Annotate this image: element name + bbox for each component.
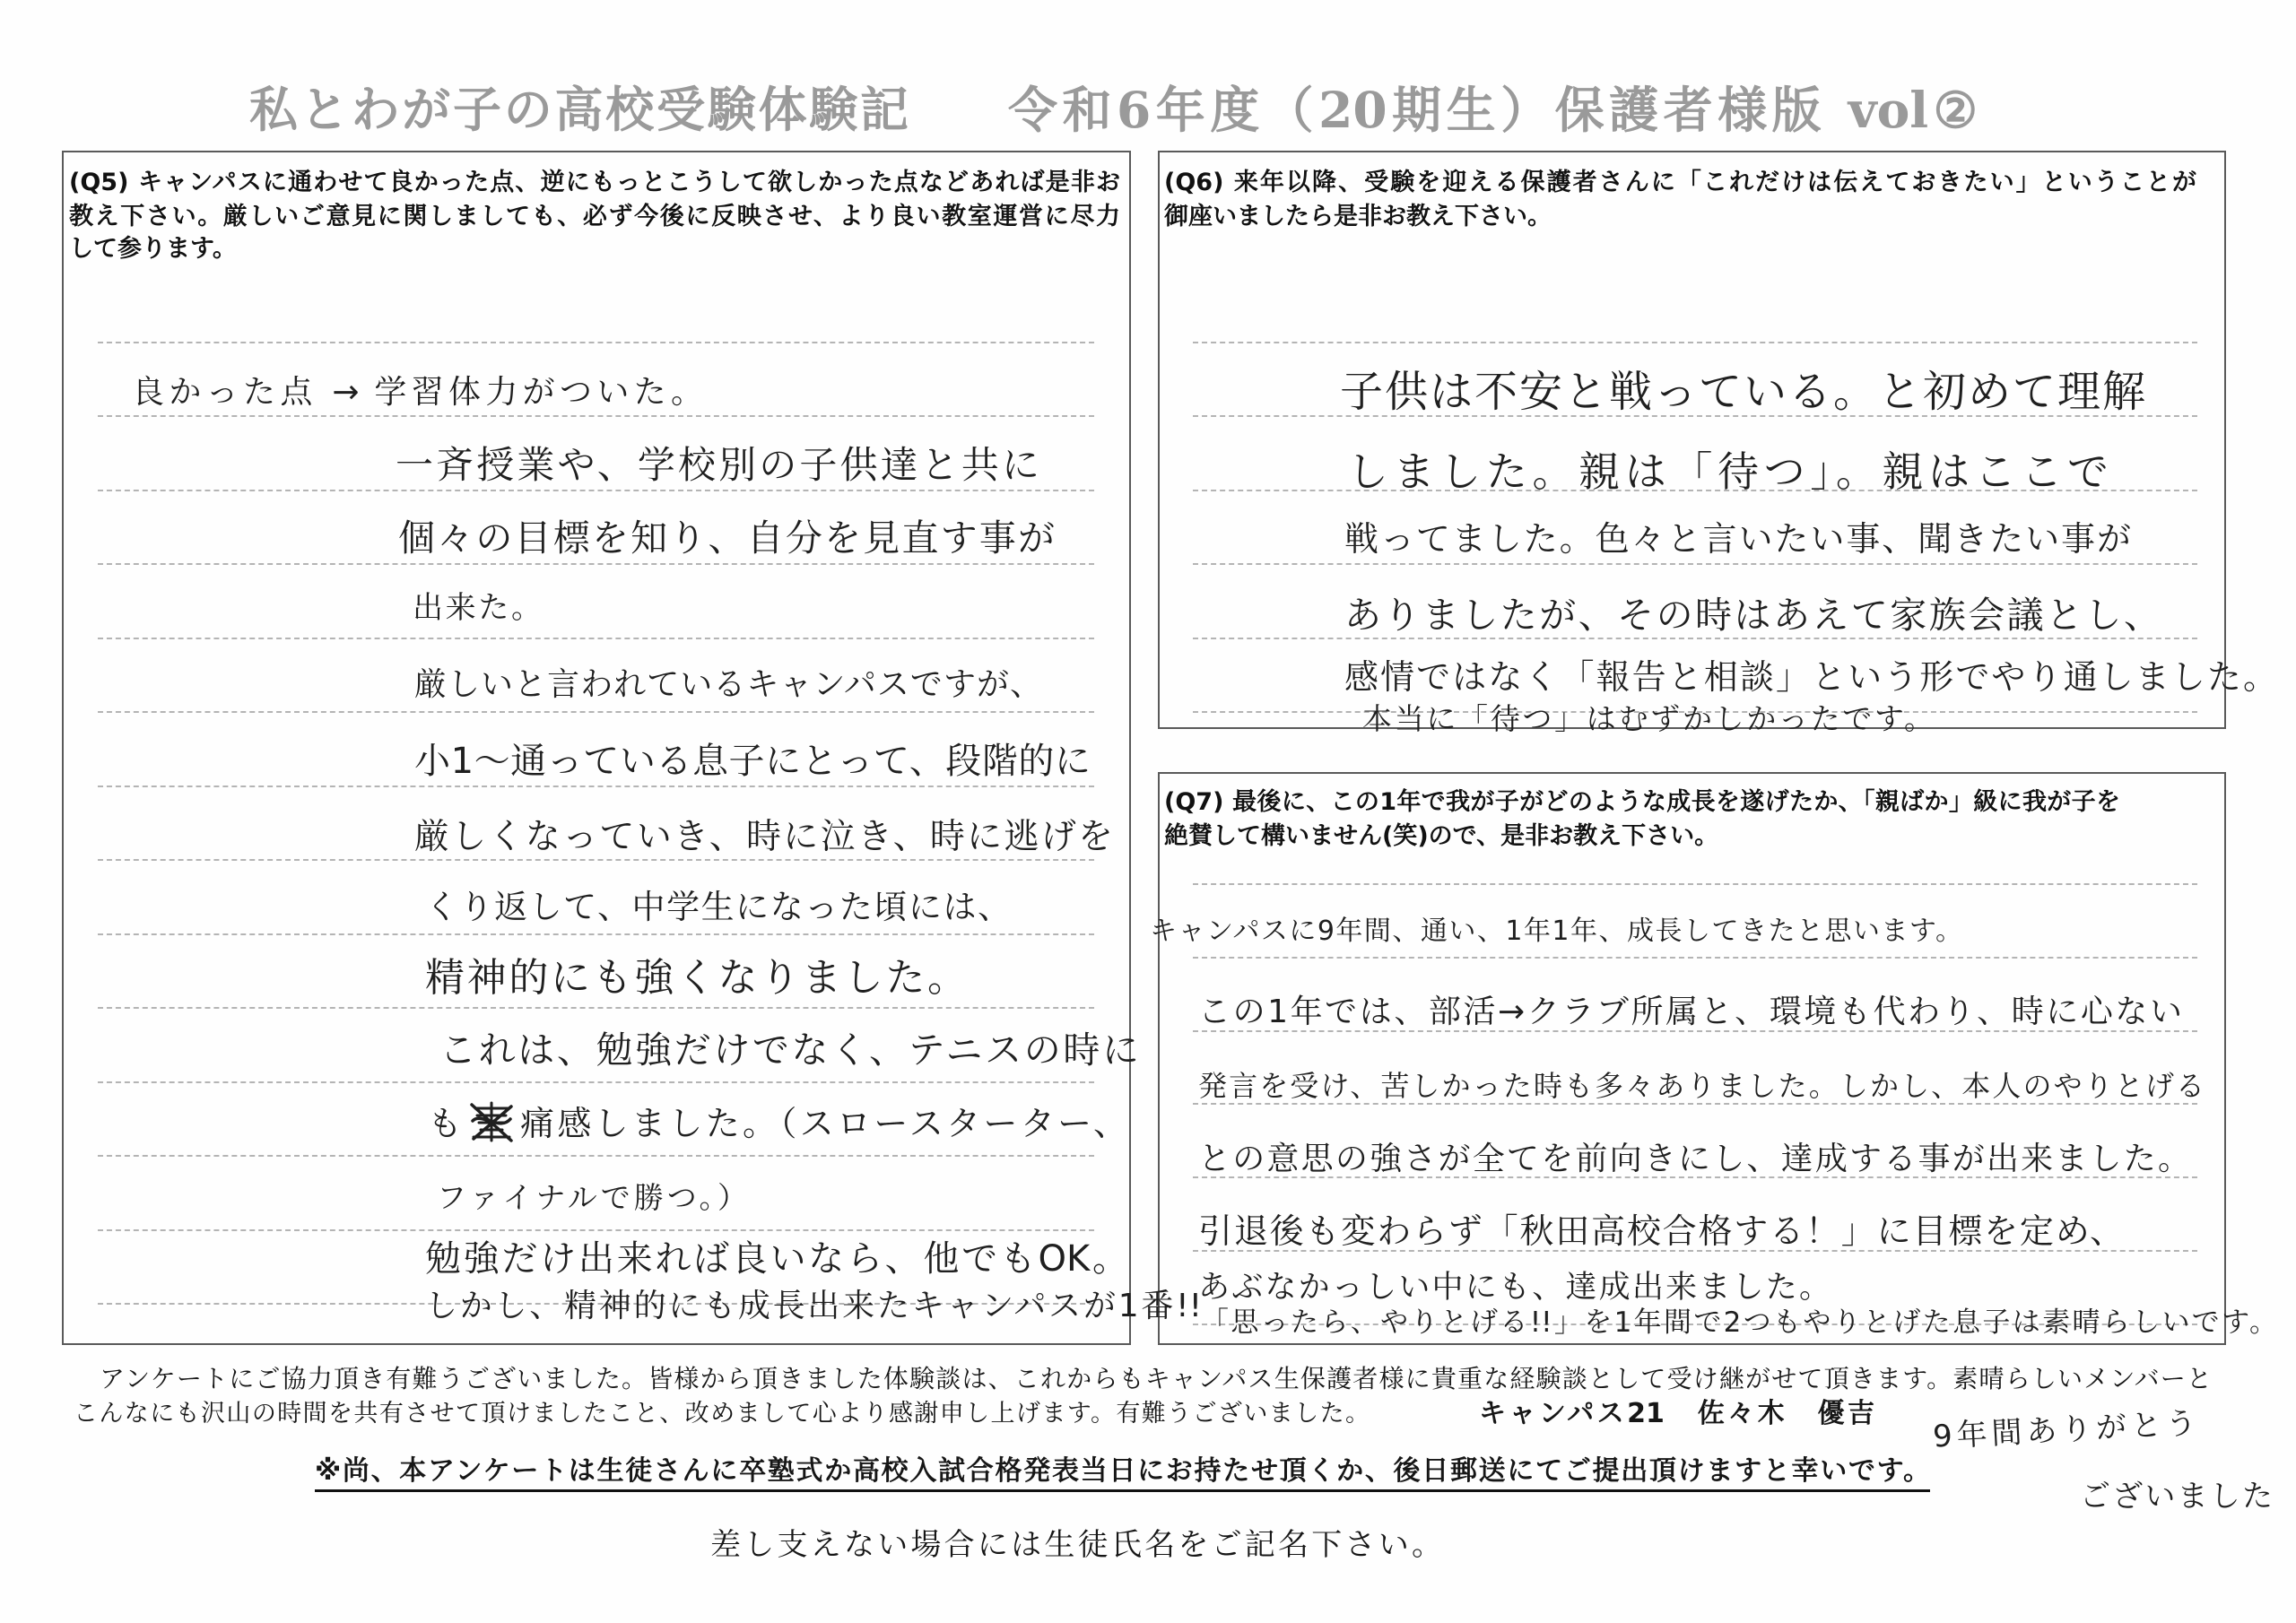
- q5-answer-line: これは、勉強だけでなく、テニスの時に: [439, 1028, 1139, 1072]
- q5-answer-line: 出来た。: [413, 590, 542, 626]
- q6-answer-line: 本当に「待つ」はむずかしかったです。: [1362, 701, 1934, 736]
- q5-answer-line: 勉強だけ出来れば良いなら、他でもOK。: [425, 1238, 1128, 1280]
- q6-answer-line: 戦ってました。色々と言いたい事、聞きたい事が: [1344, 519, 2131, 559]
- ruled-line: [1193, 638, 2197, 639]
- q6-box: [1158, 151, 2226, 729]
- q5-question-line: (Q5) キャンパスに通わせて良かった点、逆にもっとこうして欲しかった点などあれば是非お: [69, 169, 1120, 196]
- q5-answer-line: しかし、精神的にも成長出来たキャンパスが1番!!: [425, 1288, 1202, 1324]
- q5-answer-line: 良かった点 → 学習体力がついた。: [132, 374, 703, 411]
- ruled-line: [98, 1229, 1094, 1231]
- q7-answer-line: との意思の強さが全てを前向きにし、達成する事が出来ました。: [1198, 1141, 2190, 1177]
- q7-answer-line: 引退後も変わらず「秋田高校合格する！」に目標を定め、: [1198, 1211, 2124, 1251]
- ruled-line: [98, 563, 1094, 565]
- q5-answer-line: 個々の目標を知り、自分を見直す事が: [398, 516, 1055, 560]
- ruled-line: [98, 785, 1094, 787]
- q7-question-line: (Q7) 最後に、この1年で我が子がどのような成長を遂げたか、「親ばか」級に我が子を: [1164, 788, 2120, 816]
- ruled-line: [98, 933, 1094, 935]
- ruled-line: [98, 638, 1094, 639]
- q5-answer-line: 精神的にも強くなりました。: [425, 955, 967, 1001]
- ruled-line: [98, 342, 1094, 343]
- q7-answer-line: キャンパスに9年間、通い、1年1年、成長してきたと思います。: [1150, 916, 1962, 947]
- q6-answer-line: 子供は不安と戦っている。と初めて理解: [1340, 367, 2145, 417]
- ruled-line: [98, 711, 1094, 713]
- q6-answer-line: しました。親は「待つ」。親はここで: [1347, 447, 2109, 496]
- closing-thanks-line: こんなにも沢山の時間を共有させて頂けましたこと、改めまして心より感謝申し上げます。有難うございました。: [74, 1400, 1370, 1428]
- q6-answer-line: ありましたが、その時はあえて家族会議とし、: [1344, 594, 2161, 637]
- ruled-line: [1193, 342, 2197, 343]
- q5-answer-line-start: も: [428, 1104, 463, 1143]
- q7-answer-line: 発言を受け、苦しかった時も多々ありました。しかし、本人のやりとげる: [1198, 1069, 2205, 1103]
- q7-answer-line: あぶなかっしい中にも、達成出来ました。: [1198, 1270, 1831, 1306]
- q5-answer-line: ファイナルで勝つ。）: [437, 1180, 747, 1215]
- q5-answer-line: 厳しくなっていき、時に泣き、時に逃げを: [414, 817, 1113, 857]
- ruled-line: [98, 859, 1094, 861]
- q5-answer-line: 一斉授業や、学校別の子供達と共に: [396, 443, 1039, 487]
- closing-thanks-line: アンケートにご協力頂き有難うございました。皆様から頂きました体験談は、これからもキャンパス生保護者様に貴重な経験談として受け継がせて頂きます。素晴らしいメンバーと: [100, 1364, 2212, 1393]
- q6-question-line: (Q6) 来年以降、受験を迎える保護者さんに「これだけは伝えておきたい」ということが: [1164, 169, 2196, 196]
- ruled-line: [98, 1155, 1094, 1157]
- q5-answer-line: 小1〜通っている息子にとって、段階的に: [414, 741, 1091, 782]
- handwritten-thanks-line: 9年間ありがとう: [1932, 1405, 2197, 1455]
- q7-box: [1158, 772, 2226, 1345]
- submission-note: ※尚、本アンケートは生徒さんに卒塾式か高校入試合格発表当日にお持たせ頂くか、後日郵送にてご提出頂けますと幸いです。: [315, 1455, 1930, 1492]
- q5-answer-line: くり返して、中学生になった頃には、: [425, 888, 1011, 926]
- crossed-out-scribble: [468, 1099, 515, 1146]
- q5-question-line: して参ります。: [69, 235, 237, 263]
- q6-question-line: 御座いましたら是非お教え下さい。: [1164, 203, 1552, 230]
- ruled-line: [98, 1081, 1094, 1083]
- ruled-line: [98, 415, 1094, 417]
- q7-answer-line: 「思ったら、やりとげる!!」を1年間で2つもやりとげた息子は素晴らしいです。: [1201, 1306, 2277, 1339]
- q5-answer-line: 痛感しました。（スロースターター、: [520, 1104, 1127, 1143]
- q7-question-line: 絶賛して構いません(笑)ので、是非お教え下さい。: [1164, 822, 1719, 850]
- page-title-edition: 令和6年度（20期生）保護者様版 vol②: [1008, 81, 1978, 139]
- q6-answer-line: 感情ではなく「報告と相談」という形でやり通しました。: [1344, 657, 2277, 697]
- page-title: 私とわが子の高校受験体験記: [249, 81, 909, 138]
- signature: キャンパス21 佐々木 優吉: [1479, 1398, 1874, 1429]
- ruled-line: [1193, 883, 2197, 885]
- student-name-request: 差し支えない場合には生徒氏名をご記名下さい。: [710, 1527, 1442, 1563]
- ruled-line: [98, 1007, 1094, 1009]
- ruled-line: [1193, 957, 2197, 959]
- q5-question-line: 教え下さい。厳しいご意見に関しましても、必ず今後に反映させ、より良い教室運営に尽力: [69, 203, 1120, 230]
- q5-answer-line: 厳しいと言われているキャンパスですが、: [414, 666, 1042, 703]
- handwritten-thanks-line: ございました: [2080, 1479, 2273, 1515]
- ruled-line: [98, 490, 1094, 491]
- q7-answer-line: この1年では、部活→クラブ所属と、環境も代わり、時に心ない: [1198, 994, 2182, 1030]
- ruled-line: [1193, 563, 2197, 565]
